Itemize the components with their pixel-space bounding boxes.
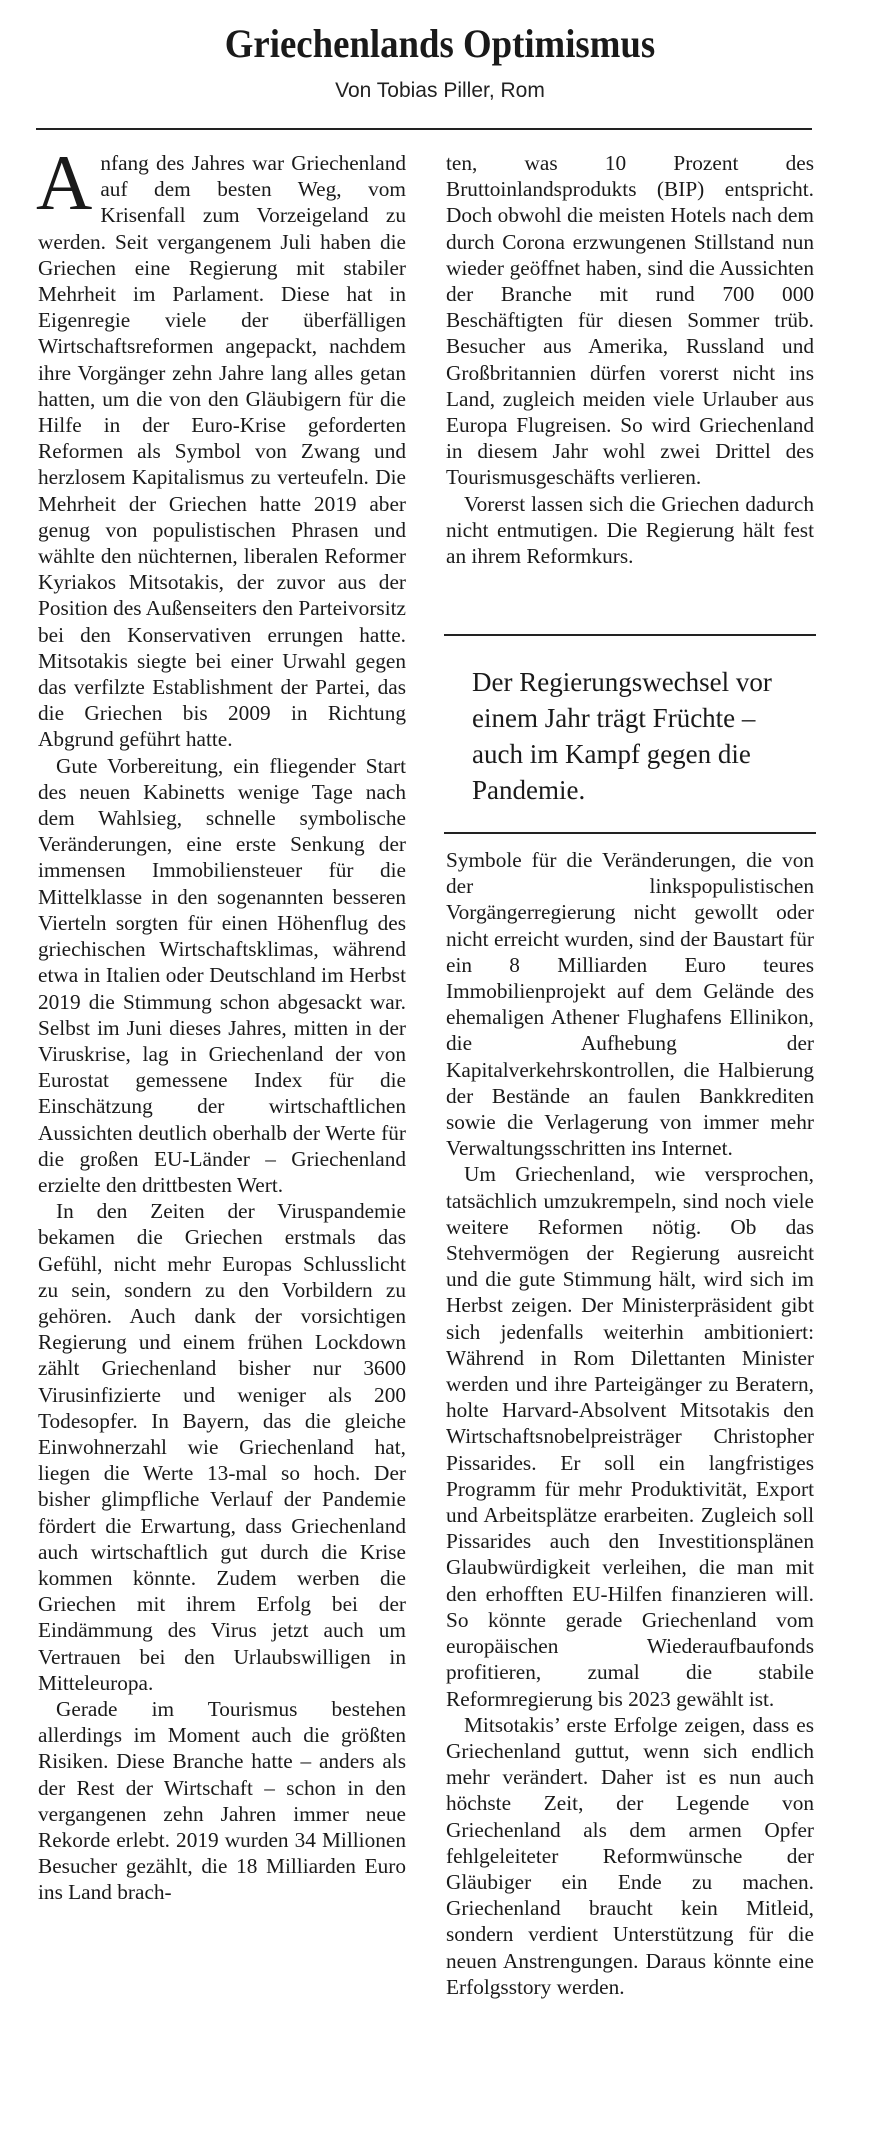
- column-left: [36, 139, 406, 1906]
- paragraph-7: Um Griechenland, wie versprochen, tatsächlich umzukrempeln, sind noch viele weitere Reformen nötig. Ob das Stehvermögen der Regierung ausreicht und die gute Stimmung hält, wird sich im Herbst zeigen. Der Ministerpräsident gibt sich jedenfalls weiterhin ambitioniert: Während in Rom Dilettanten Minister werden und ihre Parteigänger zu Beratern, holte Harvard-Absolvent Mitsotakis den Wirtschaftsnobelpreisträger Christopher Pissarides. Er soll ein langfristiges Programm für mehr Produktivität, Export und Arbeitsplätze erarbeiten. Zugleich soll Pissarides auch den Investitionsplänen Glaubwürdigkeit verleihen, die man mit den erhofften EU-Hilfen finanzieren will. So könnte gerade Griechenland vom europäischen Wiederaufbaufonds profitieren, zumal die stabile Reformregierung bis 2023 gewählt ist.: [446, 1162, 814, 1711]
- pullquote-rule-bottom: [444, 832, 816, 834]
- paragraph-3: In den Zeiten der Viruspandemie bekamen die Griechen erstmals das Gefühl, nicht mehr Europas Schlusslicht zu sein, sondern zu den Vorbildern zu gehören. Auch dank der vorsichtigen Regierung und einem frühen Lockdown zählt Griechenland bisher nur 3600 Virusinfizierte und weniger als 200 Todesopfer. In Bayern, das die gleiche Einwohnerzahl wie Griechenland hat, liegen die Werte 13-mal so hoch. Der bisher glimpfliche Verlauf der Pandemie fördert die Erwartung, dass Griechenland auch wirtschaftlich gut durch die Krise kommen könnte. Zudem werben die Griechen mit ihrem Erfolg bei der Eindämmung des Virus jetzt auch um Vertrauen bei den Urlaubswilligen in Mitteleuropa.: [38, 1199, 406, 1695]
- header-rule: [36, 128, 812, 130]
- drop-cap: A: [36, 139, 93, 226]
- pullquote: Der Regierungswechsel vor einem Jahr trägt Früchte – auch im Kampf gegen die Pandemie.: [472, 667, 772, 805]
- paragraph-8: Mitsotakis’ erste Erfolge zeigen, dass es Griechenland guttut, wenn sich endlich mehr verändert. Daher ist es nun auch höchste Zeit, der Legende von Griechenland als dem armen Opfer fehlgeleiteter Reformwünsche der Gläubiger ein Ende zu machen. Griechenland braucht kein Mitleid, sondern verdient Unterstützung für die neuen Anstrengungen. Daraus könnte eine Erfolgsstory werden.: [446, 1712, 814, 1999]
- paragraph-4-continued: ten, was 10 Prozent des Bruttoinlandsprodukts (BIP) entspricht. Doch obwohl die meisten Hotels nach dem durch Corona erzwungenen Stillstand nun wieder geöffnet haben, sind die Aussichten der Branche mit rund 700 000 Beschäftigten für diesen Sommer trüb. Besucher aus Amerika, Russland und Großbritannien dürfen vorerst nicht ins Land, zugleich meiden viele Urlauber aus Europa Flugreisen. So wird Griechenland in diesem Jahr wohl zwei Drittel des Tourismusgeschäfts verlieren.: [446, 151, 814, 490]
- paragraph-1-text: nfang des Jahres war Griechenland auf dem besten Weg, vom Krisenfall zum Vorzeigeland zu werden. Seit vergangenem Juli haben die Griechen eine Regierung mit stabiler Mehrheit im Parlament. Diese hat in Eigenregie viele der überfälligen Wirtschaftsreformen angepackt, nachdem ihre Vorgänger zehn Jahre lang alles getan hatten, um die von den Gläubigern für die Hilfe in der Euro-Krise geforderten Reformen als Symbol von Zwang und herzlosem Kapitalismus zu verteufeln. Die Mehrheit der Griechen hatte 2019 aber genug von populistischen Phrasen und wählte den nüchternen, liberalen Reformer Kyriakos Mitsotakis, der zuvor aus der Position des Außenseiters den Parteivorsitz bei den Konservativen errungen hatte. Mitsotakis siegte bei einer Urwahl gegen das verfilzte Establishment der Partei, das die Griechen bis 2009 in Richtung Abgrund geführt hatte.: [38, 151, 406, 752]
- pullquote-rule-top: [444, 634, 816, 636]
- column-right-bottom: [446, 847, 814, 2000]
- paragraph-2: Gute Vorbereitung, ein fliegender Start des neuen Kabinetts wenige Tage nach dem Wahlsieg, schnelle symbolische Veränderungen, eine erste Senkung der immensen Immobiliensteuer für die Mittelklasse in den sogenannten besseren Vierteln sorgten für einen Höhenflug des griechischen Wirtschaftsklimas, während etwa in Italien oder Deutschland im Herbst 2019 die Stimmung schon abgesackt war. Selbst im Juni dieses Jahres, mitten in der Viruskrise, lag in Griechenland der von Eurostat gemessene Index für die Einschätzung der wirtschaftlichen Aussichten deutlich oberhalb der Werte für die großen EU-Länder – Griechenland erzielte den drittbesten Wert.: [38, 753, 406, 1197]
- paragraph-5: Vorerst lassen sich die Griechen dadurch nicht entmutigen. Die Regierung hält fest an ihrem Reformkurs.: [446, 491, 814, 569]
- paragraph-6: Symbole für die Veränderungen, die von der linkspopulistischen Vorgängerregierung nicht gewollt oder nicht erreicht wurden, sind der Baustart für ein 8 Milliarden Euro teures Immobilienprojekt auf dem Gelände des ehemaligen Athener Flughafens Ellinikon, die Aufhebung der Kapitalverkehrskontrollen, die Halbierung der Bestände an faulen Bankkrediten sowie die Verlagerung von immer mehr Verwaltungsschritten ins Internet.: [446, 848, 814, 1161]
- paragraph-1: [36, 139, 406, 753]
- pullquote-box: [444, 634, 816, 834]
- paragraph-4: Gerade im Tourismus bestehen allerdings im Moment auch die größten Risiken. Diese Branche hatte – anders als der Rest der Wirtschaft – schon in den vergangenen zehn Jahren immer neue Rekorde erlebt. 2019 wurden 34 Millionen Besucher gezählt, die 18 Milliarden Euro ins Land brach-: [38, 1696, 406, 1905]
- headline: Griechenlands Optimismus: [224, 21, 656, 66]
- byline: Von Tobias Piller, Rom: [335, 79, 545, 102]
- column-right-top: [446, 150, 814, 569]
